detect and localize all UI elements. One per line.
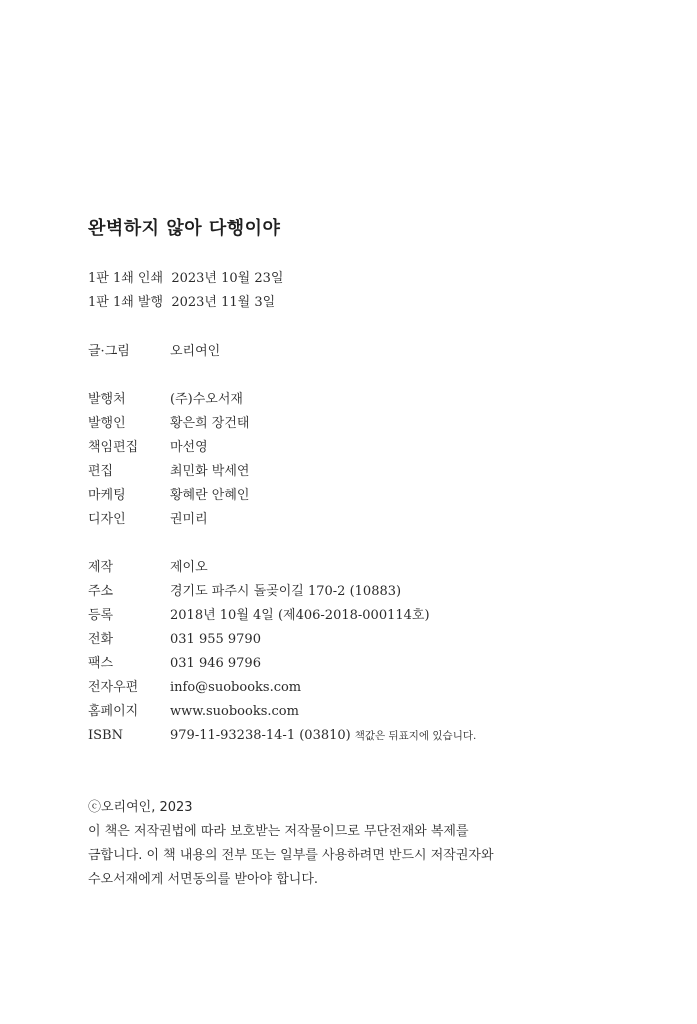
info-value: 031 946 9796 [170,656,261,671]
staff-label: 디자인 [88,512,126,527]
copyright-holder: ⓒ오리여인, 2023 [88,800,193,815]
staff-label: 마케팅 [88,488,126,503]
staff-label: 발행처 [88,392,126,407]
copyright-line: 수오서재에게 서면동의를 받아야 합니다. [88,872,319,887]
copyright-line: 금합니다. 이 책 내용의 전부 또는 일부를 사용하려면 반드시 저작권자와 [88,848,494,863]
info-value: 2018년 10월 4일 (제406-2018-000114호) [170,608,430,623]
info-label: 주소 [88,584,114,599]
info-label: 홈페이지 [88,704,139,719]
edition-date: 2023년 11월 3일 [171,295,276,310]
info-value: 경기도 파주시 돌곶이길 170-2 (10883) [170,584,402,599]
staff-value: 권미리 [170,512,208,527]
staff-value: 황은희 장건태 [170,416,250,431]
info-value: 031 955 9790 [170,632,261,647]
isbn-number: 979-11-93238-14-1 (03810) [170,728,351,743]
staff-value: 황혜란 안혜인 [170,488,250,503]
info-label: ISBN [88,728,123,743]
info-label: 제작 [88,560,114,575]
author-label: 글·그림 [88,344,130,359]
author-value: 오리여인 [170,344,221,359]
edition-label: 1판 1쇄 발행 [88,295,164,310]
staff-value: 최민화 박세연 [170,464,250,479]
info-label: 등록 [88,608,114,623]
edition-label: 1판 1쇄 인쇄 [88,271,164,286]
copyright-line: 이 책은 저작권법에 따라 보호받는 저작물이므로 무단전재와 복제를 [88,824,469,839]
staff-label: 발행인 [88,416,126,431]
book-title: 완벽하지 않아 다행이야 [88,218,281,239]
info-label: 팩스 [88,656,114,671]
edition-publish [88,294,275,312]
staff-label: 편집 [88,464,114,479]
staff-label: 책임편집 [88,440,139,455]
isbn-value [170,727,476,745]
info-label: 전화 [88,632,114,647]
info-label: 전자우편 [88,680,139,695]
staff-value: 마선영 [170,440,208,455]
staff-value: (주)수오서재 [170,392,243,407]
edition-date: 2023년 10월 23일 [171,271,284,286]
price-note: 책값은 뒤표지에 있습니다. [354,730,477,742]
edition-print [88,270,283,288]
homepage-value: www.suobooks.com [170,704,299,719]
info-value: 제이오 [170,560,208,575]
email-value: info@suobooks.com [170,680,302,695]
